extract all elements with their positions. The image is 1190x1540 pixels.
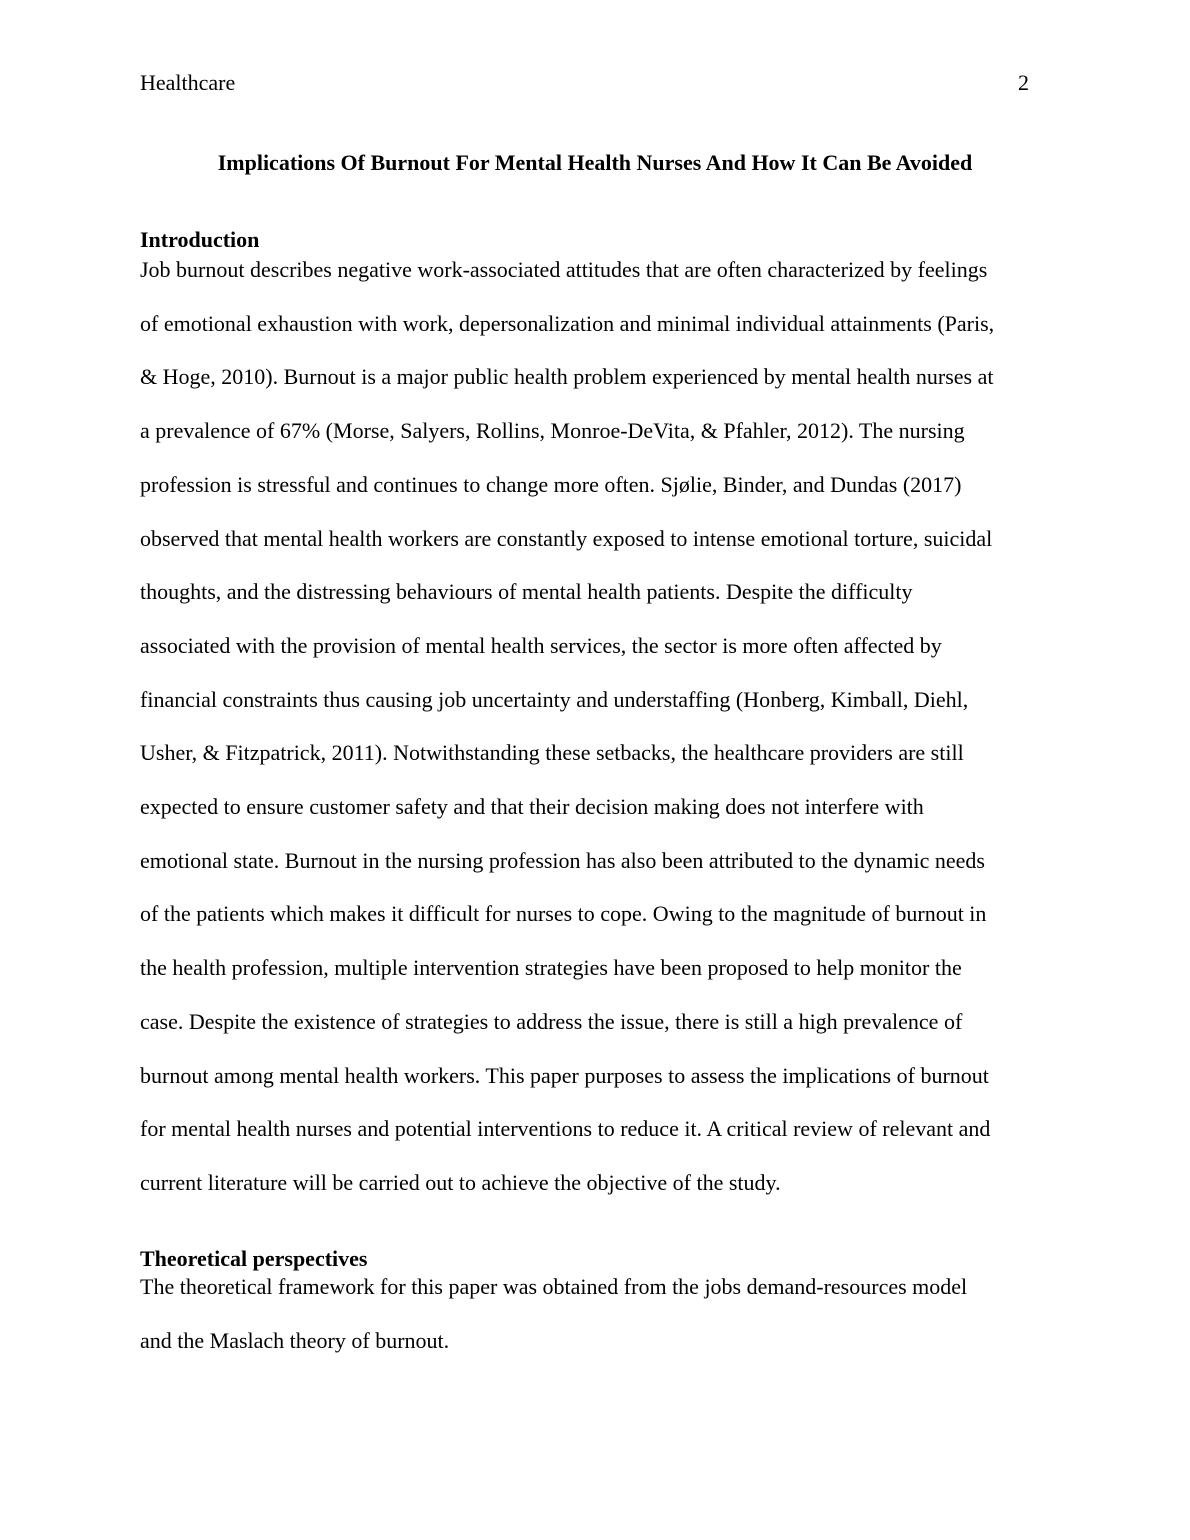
section-heading-introduction: Introduction xyxy=(140,227,260,252)
paragraph-line: a prevalence of 67% (Morse, Salyers, Rollins, Monroe-DeVita, & Pfahler, 2012). The nursing xyxy=(140,418,965,444)
paragraph-line: Job burnout describes negative work-associated attitudes that are often characterized by feelings xyxy=(140,257,988,282)
section-heading-theoretical-perspectives: Theoretical perspectives xyxy=(140,1246,368,1271)
paragraph-line: The theoretical framework for this paper was obtained from the jobs demand-resources model xyxy=(140,1274,968,1299)
paragraph-line: emotional state. Burnout in the nursing profession has also been attributed to the dynamic needs xyxy=(140,847,985,873)
paragraph-line: of emotional exhaustion with work, depersonalization and minimal individual attainments (Paris, xyxy=(140,310,995,336)
paragraph-line: and the Maslach theory of burnout. xyxy=(140,1327,450,1353)
paragraph-line: the health profession, multiple intervention strategies have been proposed to help monitor the xyxy=(140,955,962,981)
paragraph-line: thoughts, and the distressing behaviours of mental health patients. Despite the difficulty xyxy=(140,579,913,605)
document-title: Implications Of Burnout For Mental Health Nurses And How It Can Be Avoided xyxy=(217,150,973,175)
introduction-paragraph xyxy=(140,243,1060,1210)
paragraph-line: for mental health nurses and potential interventions to reduce it. A critical review of relevant and xyxy=(140,1116,991,1142)
paragraph-line: of the patients which makes it difficult for nurses to cope. Owing to the magnitude of burnout in xyxy=(140,901,987,927)
running-head: Healthcare xyxy=(140,70,236,95)
paragraph-line: current literature will be carried out to achieve the objective of the study. xyxy=(140,1169,781,1195)
paragraph-line: associated with the provision of mental health services, the sector is more often affected by xyxy=(140,632,942,658)
page-number: 2 xyxy=(1018,70,1029,95)
paragraph-line: financial constraints thus causing job uncertainty and understaffing (Honberg, Kimball, Diehl, xyxy=(140,686,969,712)
theoretical-perspectives-paragraph xyxy=(140,1260,1060,1367)
paragraph-line: & Hoge, 2010). Burnout is a major public health problem experienced by mental health nurses at xyxy=(140,364,994,390)
paragraph-line: profession is stressful and continues to change more often. Sjølie, Binder, and Dundas (2017) xyxy=(140,471,962,497)
paragraph-line: burnout among mental health workers. This paper purposes to assess the implications of burnout xyxy=(140,1062,989,1088)
paragraph-line: case. Despite the existence of strategies to address the issue, there is still a high prevalence of xyxy=(140,1008,963,1034)
paragraph-line: Usher, & Fitzpatrick, 2011). Notwithstanding these setbacks, the healthcare providers are still xyxy=(140,740,964,766)
paragraph-line: expected to ensure customer safety and that their decision making does not interfere with xyxy=(140,794,924,820)
paragraph-line: observed that mental health workers are constantly exposed to intense emotional torture, suicidal xyxy=(140,525,993,551)
